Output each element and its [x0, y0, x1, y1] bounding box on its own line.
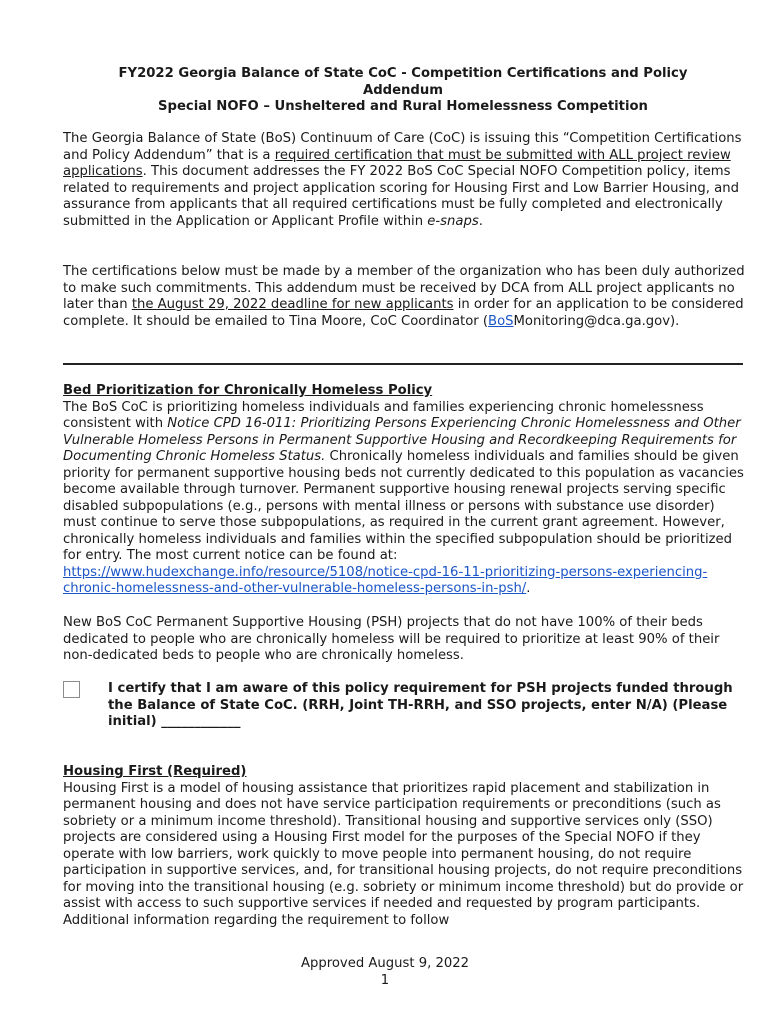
footer-approved: Approved August 9, 2022	[300, 956, 470, 971]
intro-p1-underlined: required certification that must be submitted with ALL project review applications	[63, 147, 731, 179]
certify-checkbox[interactable]	[63, 681, 80, 698]
intro-p2-end: Monitoring@dca.ga.gov).	[513, 313, 680, 329]
bed-text-2: Chronically homeless individuals and families should be given priority for permanent supportive housing beds not currently dedicated to this population as vacancies become available through turnover. Permanent supportive housing renewal projects serving specific disabled subpopulations (e.g., persons with mental illness or persons with substance use disorder) must continue to serve those subpopulations, as required in the current grant agreement. However, chronically homeless individuals and families within the specified subpopulation should be prioritized for entry. The most current notice can be found at:	[63, 449, 744, 563]
bed-paragraph-2: New BoS CoC Permanent Supportive Housing (PSH) projects that do not have 100% of their beds dedicated to people who are chronically homeless will be required to prioritize at least 90% of their non-dedicated beds to people who are chronically homeless.	[63, 615, 720, 663]
bed-heading: Bed Prioritization for Chronically Homeless Policy	[63, 383, 433, 398]
bed-paragraph	[63, 400, 745, 598]
intro-p2-text-2: in order for an application to be considered complete. It should be emailed to Tina Moore, CoC Coordinator (	[63, 297, 744, 329]
intro-p1-italic: e-snaps	[427, 213, 479, 229]
intro-p1-text-2: . This document addresses the FY 2022 BoS CoC Special NOFO Competition policy, items related to requirements and project application scoring for Housing First and Low Barrier Housing, and assurance from applicants that all required certifications must be fully completed and electronically submitted in the Application or Applicant Profile within	[63, 164, 739, 229]
hudexchange-link[interactable]: https://www.hudexchange.info/resource/5108/notice-cpd-16-11-prioritizing-persons-experiencing-chronic-homelessness-and-other-vulnerable-homeless-persons-in-psh/	[63, 564, 708, 596]
housing-first-heading: Housing First (Required)	[63, 764, 247, 779]
title-line-3: Special NOFO – Unsheltered and Rural Homelessness Competition	[158, 99, 648, 114]
email-link[interactable]: BoS	[488, 313, 514, 329]
title-line-2: Addendum	[363, 82, 443, 98]
intro-paragraph-1	[63, 131, 745, 230]
certify-statement: I certify that I am aware of this policy requirement for PSH projects funded through the Balance of State CoC. (RRH, Joint TH-RRH, and SSO projects, enter N/A) (Please initial) ____________	[108, 681, 733, 729]
intro-p1-text: The Georgia Balance of State (BoS) Continuum of Care (CoC) is issuing this “Competition Certifications and Policy Addendum” that is a	[63, 131, 742, 163]
housing-first-paragraph: Housing First is a model of housing assistance that prioritizes rapid placement and stabilization in permanent housing and does not have service participation requirements or preconditions (such as sobriety or a minimum income threshold). Transitional housing and supportive services only (SSO) projects are considered using a Housing First model for the purposes of the Special NOFO if they operate with low barriers, work quickly to move people into permanent housing, do not require participation in supportive services, and, for transitional housing projects, do not require preconditions for moving into the transitional housing (e.g. sobriety or minimum income threshold) but do provide or assist with access to such supportive services if needed and requested by program participants. Additional information regarding the requirement to follow	[63, 780, 744, 928]
bed-text: The BoS CoC is prioritizing homeless individuals and families experiencing chronic homelessness consistent with	[63, 399, 704, 431]
intro-p2-text: The certifications below must be made by a member of the organization who has been duly authorized to make such commitments. This addendum must be received by DCA from ALL project applicants no later than	[63, 264, 745, 312]
housing-first-section	[63, 764, 745, 929]
document-title	[63, 66, 743, 116]
bed-end: .	[526, 581, 531, 596]
intro-p1-end: .	[478, 213, 483, 229]
bed-notice-title: Notice CPD 16-011: Prioritizing Persons Experiencing Chronic Homelessness and Other Vulnerable Homeless Persons in Permanent Supportive Housing and Recordkeeping Requirements for Documenting Chronic Homeless Status.	[63, 416, 741, 464]
bed-section	[63, 383, 745, 598]
title-line-1: FY2022 Georgia Balance of State CoC - Competition Certifications and Policy	[118, 66, 688, 81]
section-divider	[63, 363, 743, 365]
intro-p2-deadline: the August 29, 2022 deadline for new applicants	[131, 297, 454, 312]
intro-paragraph-2	[63, 264, 745, 330]
page-number: 1	[380, 973, 390, 988]
